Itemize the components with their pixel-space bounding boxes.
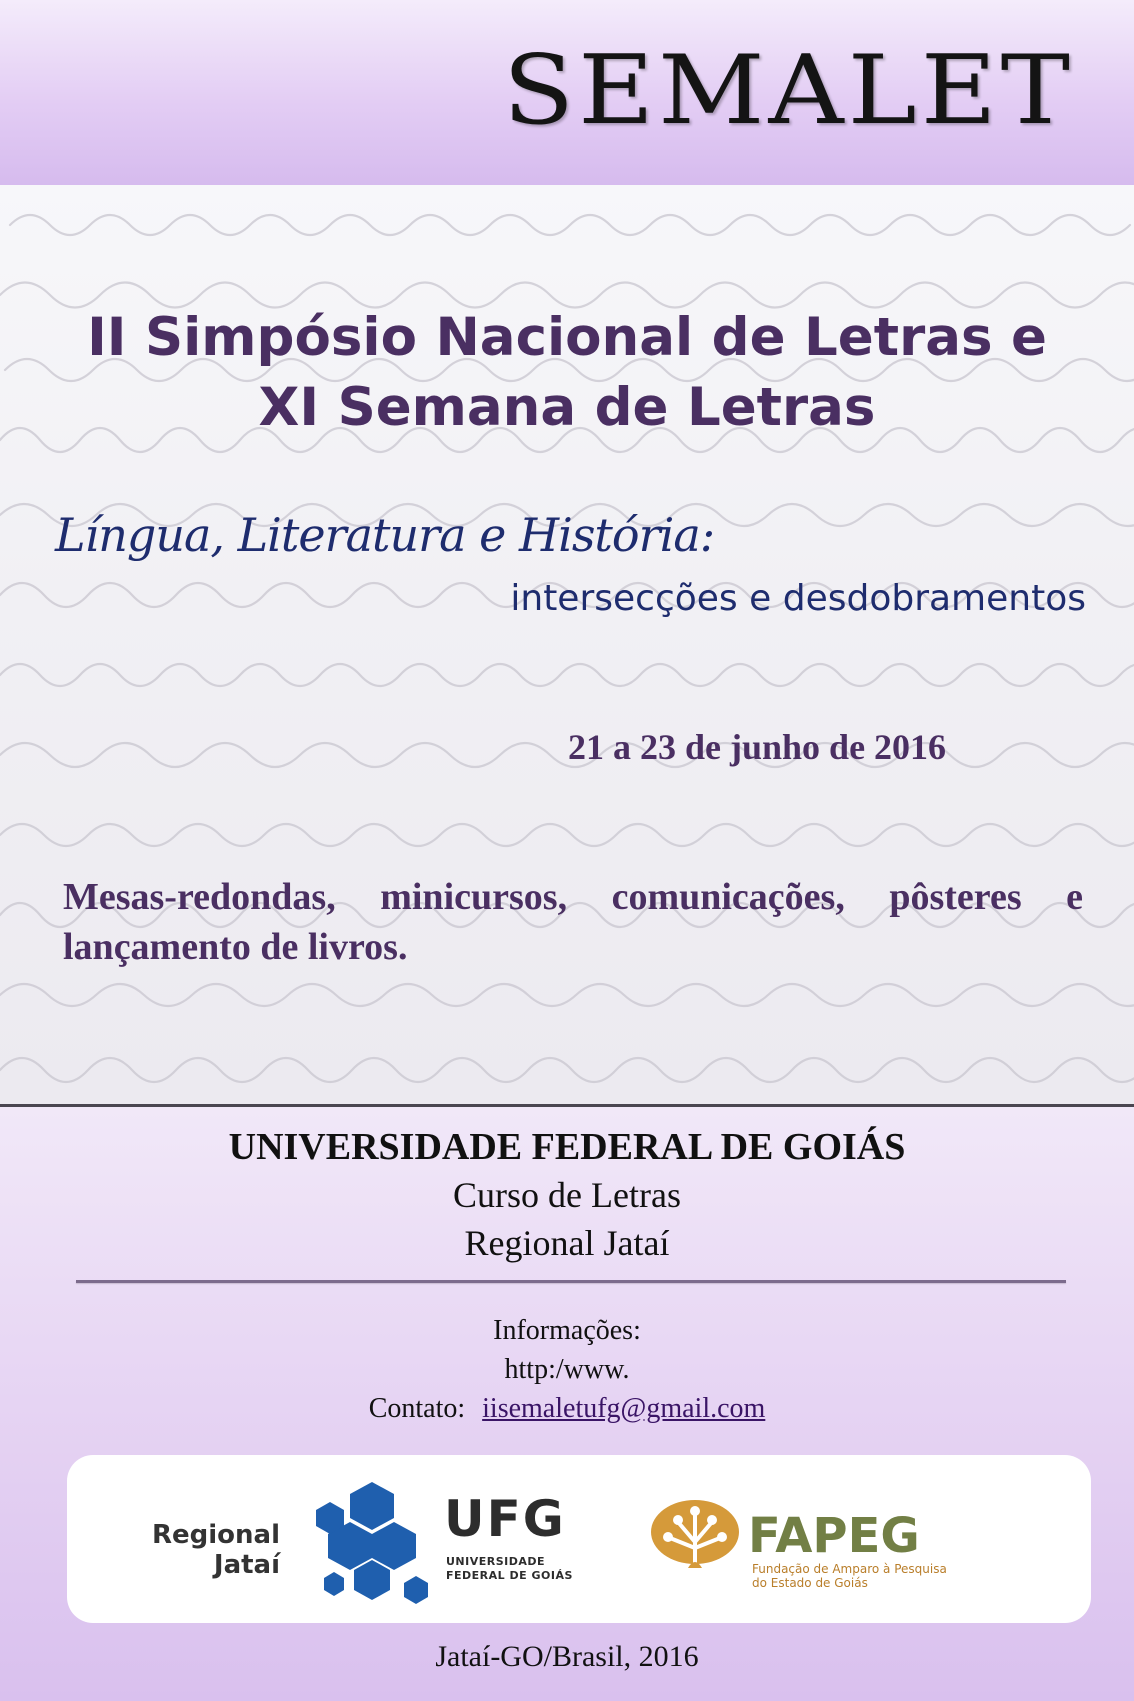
event-activities: Mesas-redondas, minicursos, comunicações, pôsteres e lançamento de livros.	[63, 876, 1083, 968]
ufg-subtitle	[446, 1555, 573, 1583]
theme-main: Língua, Literatura e História:	[55, 508, 715, 562]
brand-title: SEMALET	[502, 33, 1074, 147]
info-label: Informações:	[493, 1315, 641, 1346]
ufg-wordmark: UFG	[444, 1490, 566, 1548]
university-name: UNIVERSIDADE FEDERAL DE GOIÁS	[228, 1126, 906, 1168]
footer-divider	[76, 1280, 1066, 1283]
contact-label: Contato:	[368, 1393, 466, 1424]
ufg-hexagon-logo-icon	[310, 1478, 435, 1606]
place-year: Jataí-GO/Brasil, 2016	[435, 1640, 699, 1673]
theme-subtitle: intersecções e desdobramentos	[510, 578, 1086, 619]
regional-jatai-logo	[150, 1520, 280, 1580]
info-url[interactable]: http:/www.	[504, 1354, 630, 1385]
regional-logo-line1: Regional	[151, 1520, 280, 1550]
contact-email-link[interactable]: iisemaletufg@gmail.com	[482, 1393, 766, 1424]
fapeg-tree-logo-icon	[648, 1496, 742, 1574]
ufg-subtitle-line2: FEDERAL DE GOIÁS	[446, 1569, 573, 1582]
event-dates: 21 a 23 de junho de 2016	[568, 727, 947, 767]
regional-logo-line2: Jataí	[213, 1550, 280, 1580]
fapeg-subtitle-line1: Fundação de Amparo à Pesquisa	[752, 1562, 947, 1576]
event-title-line1: II Simpósio Nacional de Letras e	[87, 307, 1047, 368]
fapeg-subtitle	[752, 1562, 947, 1590]
fapeg-subtitle-line2: do Estado de Goiás	[752, 1576, 868, 1590]
event-title	[0, 303, 1134, 443]
event-title-line2: XI Semana de Letras	[258, 377, 876, 438]
fapeg-wordmark: FAPEG	[748, 1508, 920, 1564]
contact-row	[0, 1393, 1134, 1425]
course-name: Curso de Letras	[453, 1175, 681, 1215]
regional-name: Regional Jataí	[464, 1223, 670, 1263]
ufg-subtitle-line1: UNIVERSIDADE	[446, 1555, 546, 1568]
